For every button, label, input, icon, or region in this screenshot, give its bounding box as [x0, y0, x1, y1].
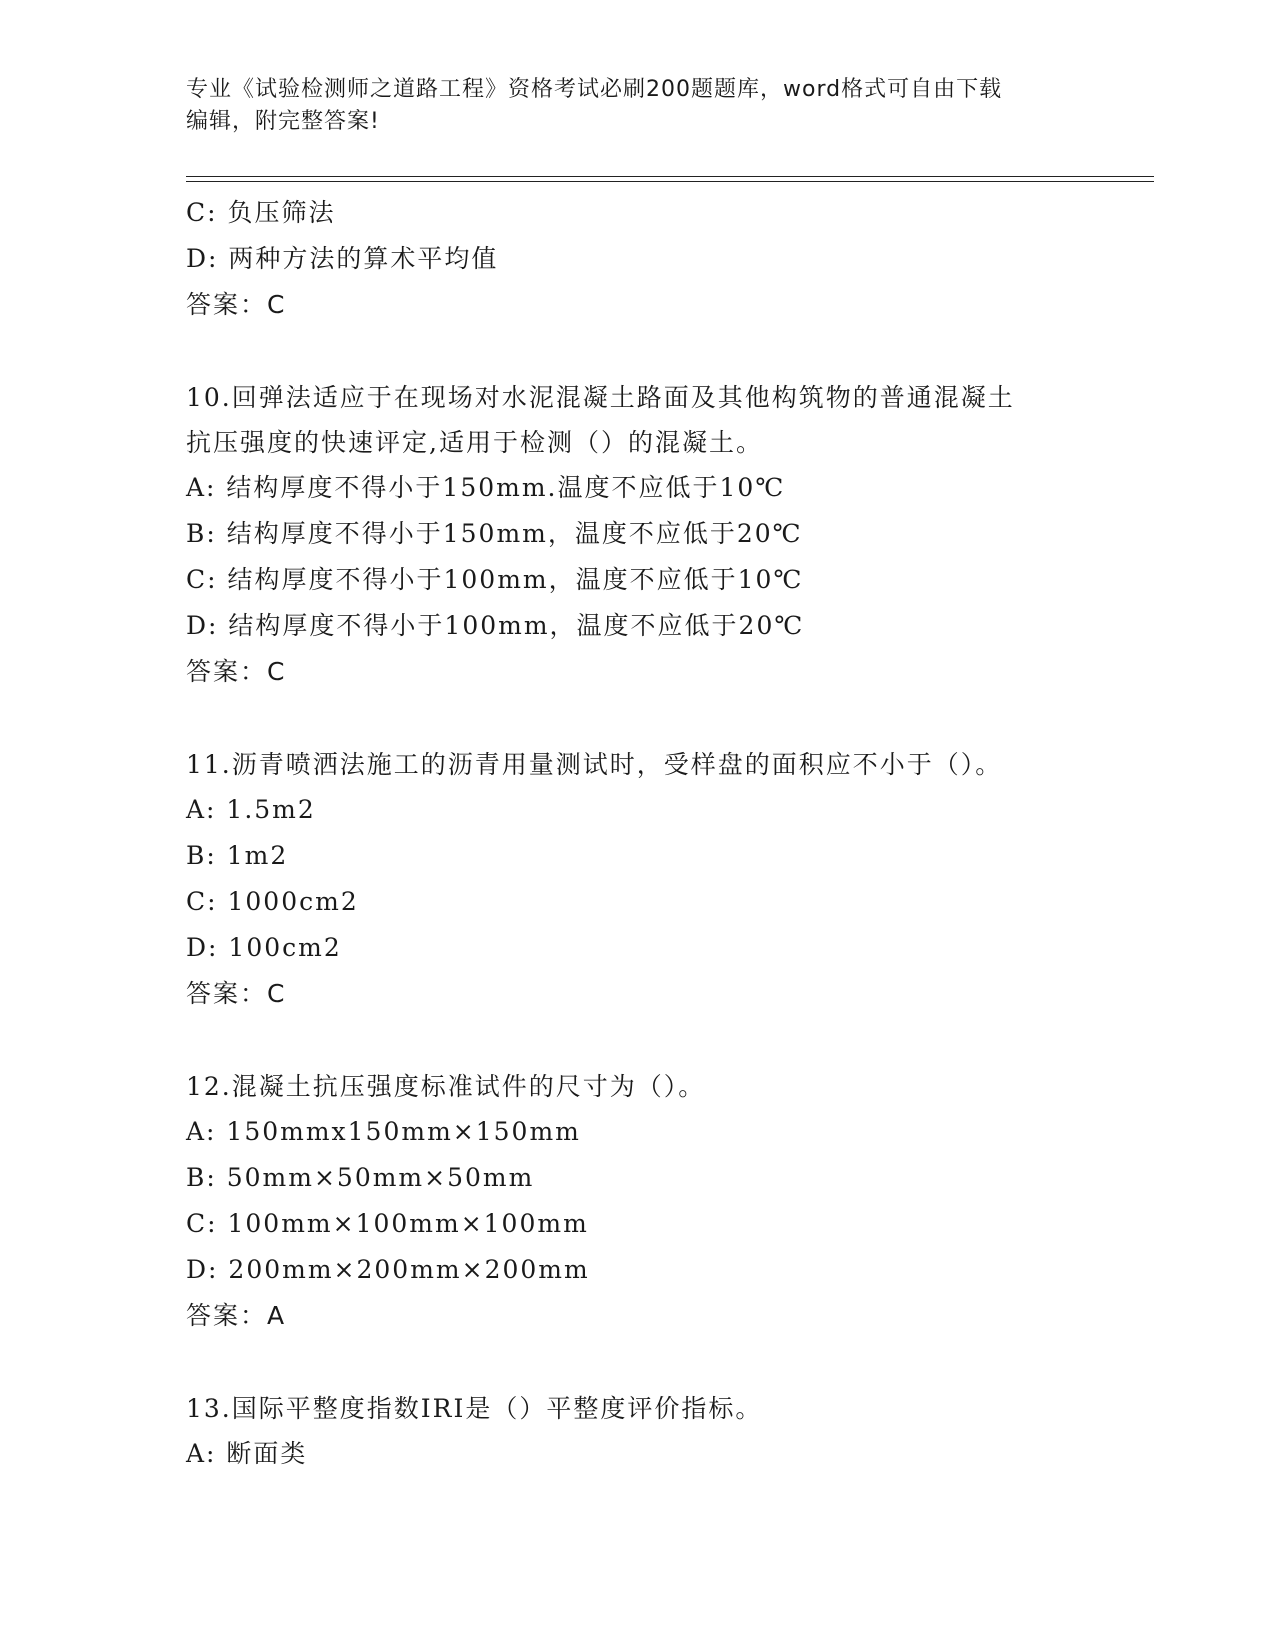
option-a: A: 1.5m2 — [186, 795, 316, 824]
option-c: C: 结构厚度不得小于100mm，温度不应低于10℃ — [186, 565, 804, 594]
question-9-continued — [186, 190, 1154, 328]
option-b: B: 1m2 — [186, 841, 289, 870]
option-a: A: 150mmx150mm×150mm — [186, 1117, 581, 1146]
option-b: B: 50mm×50mm×50mm — [186, 1163, 535, 1192]
question-12 — [186, 1064, 1154, 1339]
option-a: A: 断面类 — [186, 1439, 308, 1468]
question-stem-line: 11.沥青喷洒法施工的沥青用量测试时，受样盘的面积应不小于（）。 — [186, 750, 1003, 779]
question-list — [186, 190, 1154, 1477]
header-line-2: 编辑，附完整答案! — [186, 109, 380, 134]
answer-label: 答案：C — [186, 657, 287, 686]
option-d: D: 结构厚度不得小于100mm，温度不应低于20℃ — [186, 611, 805, 640]
question-stem-line: 10.回弹法适应于在现场对水泥混凝土路面及其他构筑物的普通混凝土 — [186, 383, 1015, 412]
option-d: D: 两种方法的算术平均值 — [186, 244, 499, 273]
question-10 — [186, 375, 1154, 695]
question-stem-line: 12.混凝土抗压强度标准试件的尺寸为（）。 — [186, 1072, 706, 1101]
header-line-1: 专业《试验检测师之道路工程》资格考试必刷200题题库，word格式可自由下载 — [186, 77, 1003, 102]
answer-label: 答案：C — [186, 290, 287, 319]
option-c: C: 负压筛法 — [186, 198, 336, 227]
header-divider-bottom — [186, 181, 1154, 182]
option-c: C: 1000cm2 — [186, 887, 359, 916]
option-a: A: 结构厚度不得小于150mm.温度不应低于10℃ — [186, 473, 786, 502]
option-d: D: 200mm×200mm×200mm — [186, 1255, 590, 1284]
question-13 — [186, 1386, 1154, 1477]
answer-label: 答案：C — [186, 979, 287, 1008]
question-11 — [186, 742, 1154, 1017]
header-divider-top — [186, 176, 1154, 177]
option-d: D: 100cm2 — [186, 933, 342, 962]
question-stem-line: 抗压强度的快速评定,适用于检测（）的混凝土。 — [186, 428, 763, 457]
option-c: C: 100mm×100mm×100mm — [186, 1209, 589, 1238]
answer-label: 答案：A — [186, 1301, 287, 1330]
question-stem-line: 13.国际平整度指数IRI是（）平整度评价指标。 — [186, 1394, 763, 1423]
option-b: B: 结构厚度不得小于150mm，温度不应低于20℃ — [186, 519, 803, 548]
document-header — [186, 74, 1086, 138]
